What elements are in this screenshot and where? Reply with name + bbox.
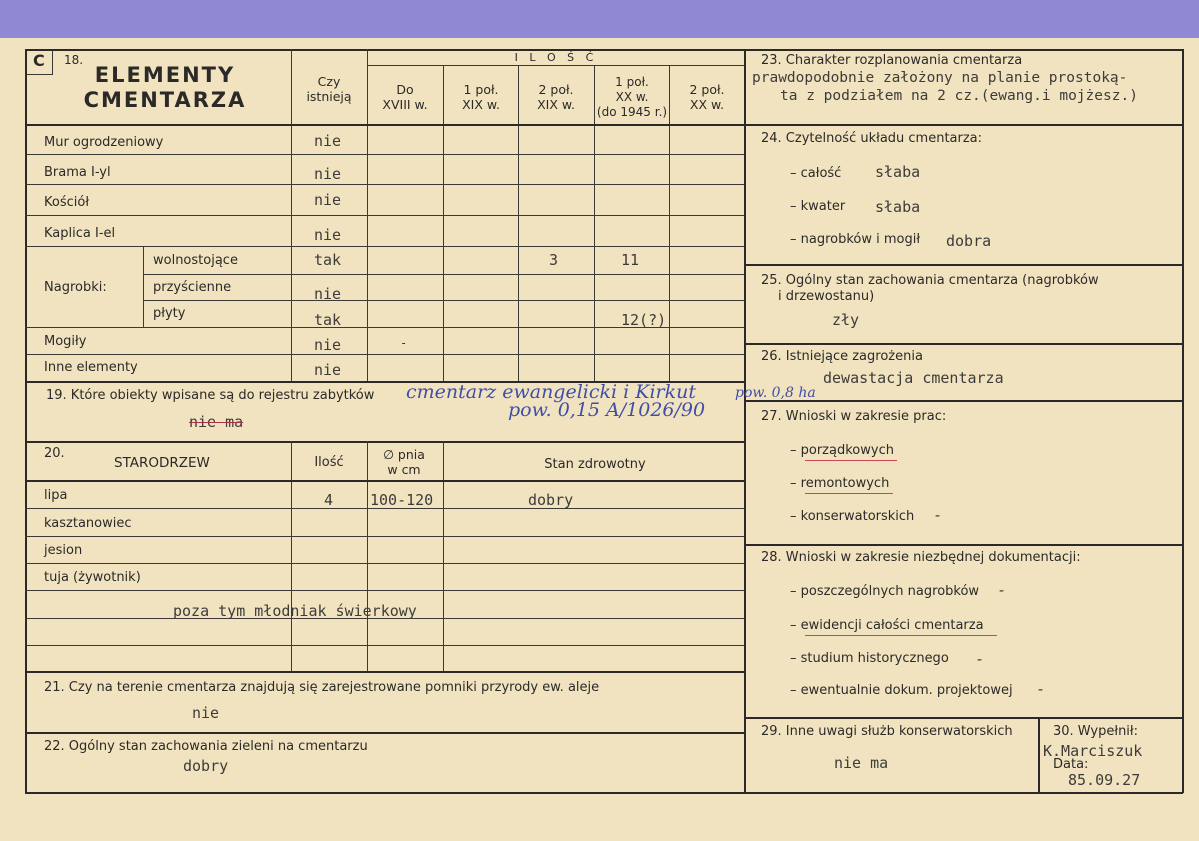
docs-item-3-mark: - <box>975 650 985 668</box>
section-19-struck-answer: nie ma <box>189 413 244 431</box>
top-color-band <box>0 0 1199 40</box>
title-line-2: CMENTARZA <box>83 88 247 112</box>
docs-item-3: – studium historycznego <box>790 651 949 666</box>
section-23-answer-line-2: ta z podziałem na 2 cz.(ewang.i mojżesz.) <box>780 88 1138 104</box>
section-24-question: 24. Czytelność układu cmentarza: <box>761 131 983 146</box>
card-letter: C <box>33 51 45 70</box>
period-header-1: Do XVIII w. <box>382 82 428 112</box>
row-label-mogily: Mogiły <box>44 334 87 349</box>
section-26-answer: dewastacja cmentarza <box>823 369 1004 387</box>
section-27-question: 27. Wnioski w zakresie prac: <box>761 409 947 424</box>
count-wolnostojace-1pol-xx: 11 <box>621 251 640 269</box>
trees-col-diameter: ∅ pnia w cm <box>383 447 425 477</box>
section-18-title <box>60 63 270 113</box>
section-19-question: 19. Które obiekty wpisane są do rejestru zabytków <box>46 388 375 403</box>
docs-item-1-mark: - <box>997 581 1007 599</box>
section-19-handwritten-entry: cmentarz ewangelicki i Kirkut <box>406 381 696 403</box>
row-label-kosciol: Kościół <box>44 195 90 210</box>
works-item-1: – porządkowych <box>790 443 894 458</box>
works-item-3: – konserwatorskich <box>790 509 915 524</box>
title-line-1: ELEMENTY <box>94 63 236 87</box>
works-item-2: – remontowych <box>790 476 890 491</box>
section-19-handwritten-area: pow. 0,8 ha <box>735 385 816 401</box>
section-28-question: 28. Wnioski w zakresie niezbędnej dokumentacji: <box>761 550 1081 565</box>
row-label-wolnostojace: wolnostojące <box>153 253 238 268</box>
period-header-4: 1 poł. XX w. (do 1945 r.) <box>596 75 668 119</box>
col-exists-header: Czy istnieją <box>306 74 352 104</box>
row-label-nagrobki: Nagrobki: <box>44 280 107 295</box>
tree-species-3: jesion <box>44 543 83 558</box>
period-header-2: 1 poł. XIX w. <box>462 82 500 112</box>
exists-value-brama: nie <box>314 165 342 183</box>
row-label-brama: Brama I-yl <box>44 165 111 180</box>
section-22-answer: dobry <box>183 757 229 775</box>
works-item-2-underline <box>805 493 893 494</box>
exists-value-mogily: nie <box>314 336 342 354</box>
docs-item-2-underline <box>805 635 997 636</box>
exists-value-wolnostojace: tak <box>314 251 342 269</box>
section-25-answer: zły <box>832 311 860 329</box>
exists-value-kosciol: nie <box>314 191 342 209</box>
exists-value-plyty: tak <box>314 311 342 329</box>
legibility-item-1-value: słaba <box>875 163 921 181</box>
works-item-3-mark: - <box>933 506 943 524</box>
works-item-1-underline <box>805 460 897 461</box>
tree-qty-1: 4 <box>324 491 334 509</box>
section-18-number: 18. <box>64 53 84 67</box>
legibility-item-2-value: słaba <box>875 198 921 216</box>
tree-health-1: dobry <box>528 491 574 509</box>
trees-col-health: Stan zdrowotny <box>544 457 646 472</box>
count-plyty-1pol-xx: 12(?) <box>621 311 667 329</box>
section-29-answer: nie ma <box>834 754 889 772</box>
filled-date: 85.09.27 <box>1068 771 1141 789</box>
section-20-title: STARODRZEW <box>114 455 210 471</box>
docs-item-4: – ewentualnie dokum. projektowej <box>790 683 1013 698</box>
trees-col-qty: Ilość <box>314 455 344 470</box>
count-wolnostojace-2pol-xix: 3 <box>549 251 559 269</box>
date-label: Data: <box>1053 757 1089 772</box>
trees-note: poza tym młodniak świerkowy <box>173 602 417 620</box>
tree-species-4: tuja (żywotnik) <box>44 570 141 585</box>
period-header-3: 2 poł. XIX w. <box>537 82 575 112</box>
period-header-5: 2 poł. XX w. <box>689 82 725 112</box>
row-label-przyscienne: przyścienne <box>153 280 232 295</box>
row-label-plyty: płyty <box>153 306 186 321</box>
tree-species-2: kasztanowiec <box>44 516 132 531</box>
exists-value-kaplica: nie <box>314 226 342 244</box>
exists-value-przyscienne: nie <box>314 285 342 303</box>
section-19-handwritten-register-no: pow. 0,15 A/1026/90 <box>508 399 706 421</box>
section-25-question-line-2: i drzewostanu) <box>778 289 875 304</box>
section-23-answer-line-1: prawdopodobnie założony na planie prostoką- <box>752 70 1128 86</box>
section-26-question: 26. Istniejące zagrożenia <box>761 349 923 364</box>
row-label-kaplica: Kaplica I-el <box>44 226 116 241</box>
section-30-question: 30. Wypełnił: <box>1053 724 1138 739</box>
inventory-card <box>0 38 1199 841</box>
filled-by-name: K.Marciszuk <box>1043 742 1143 760</box>
section-29-question: 29. Inne uwagi służb konserwatorskich <box>761 724 1013 739</box>
legibility-item-1-label: – całość <box>790 166 842 181</box>
exists-value-inne: nie <box>314 361 342 379</box>
section-25-question-line-1: 25. Ogólny stan zachowania cmentarza (nagrobków <box>761 273 1099 288</box>
count-mogily-do-xviii: - <box>400 336 408 350</box>
legibility-item-3-label: – nagrobków i mogił <box>790 232 921 247</box>
row-label-inne: Inne elementy <box>44 360 138 375</box>
docs-item-1: – poszczególnych nagrobków <box>790 584 980 599</box>
docs-item-4-mark: - <box>1036 680 1046 698</box>
section-22-question: 22. Ogólny stan zachowania zieleni na cmentarzu <box>44 739 368 754</box>
tree-diameter-1: 100-120 <box>370 491 434 509</box>
section-20-number: 20. <box>44 446 65 461</box>
section-21-question: 21. Czy na terenie cmentarza znajdują się zarejestrowane pomniki przyrody ew. aleje <box>44 680 600 695</box>
exists-value-mur: nie <box>314 132 342 150</box>
legibility-item-3-value: dobra <box>946 232 992 250</box>
tree-species-1: lipa <box>44 488 68 503</box>
legibility-item-2-label: – kwater <box>790 199 846 214</box>
row-label-mur: Mur ogrodzeniowy <box>44 135 164 150</box>
section-23-question: 23. Charakter rozplanowania cmentarza <box>761 53 1023 68</box>
docs-item-2: – ewidencji całości cmentarza <box>790 618 984 633</box>
quantity-header: I L O Ś Ć <box>514 51 598 64</box>
section-21-answer: nie <box>192 704 220 722</box>
